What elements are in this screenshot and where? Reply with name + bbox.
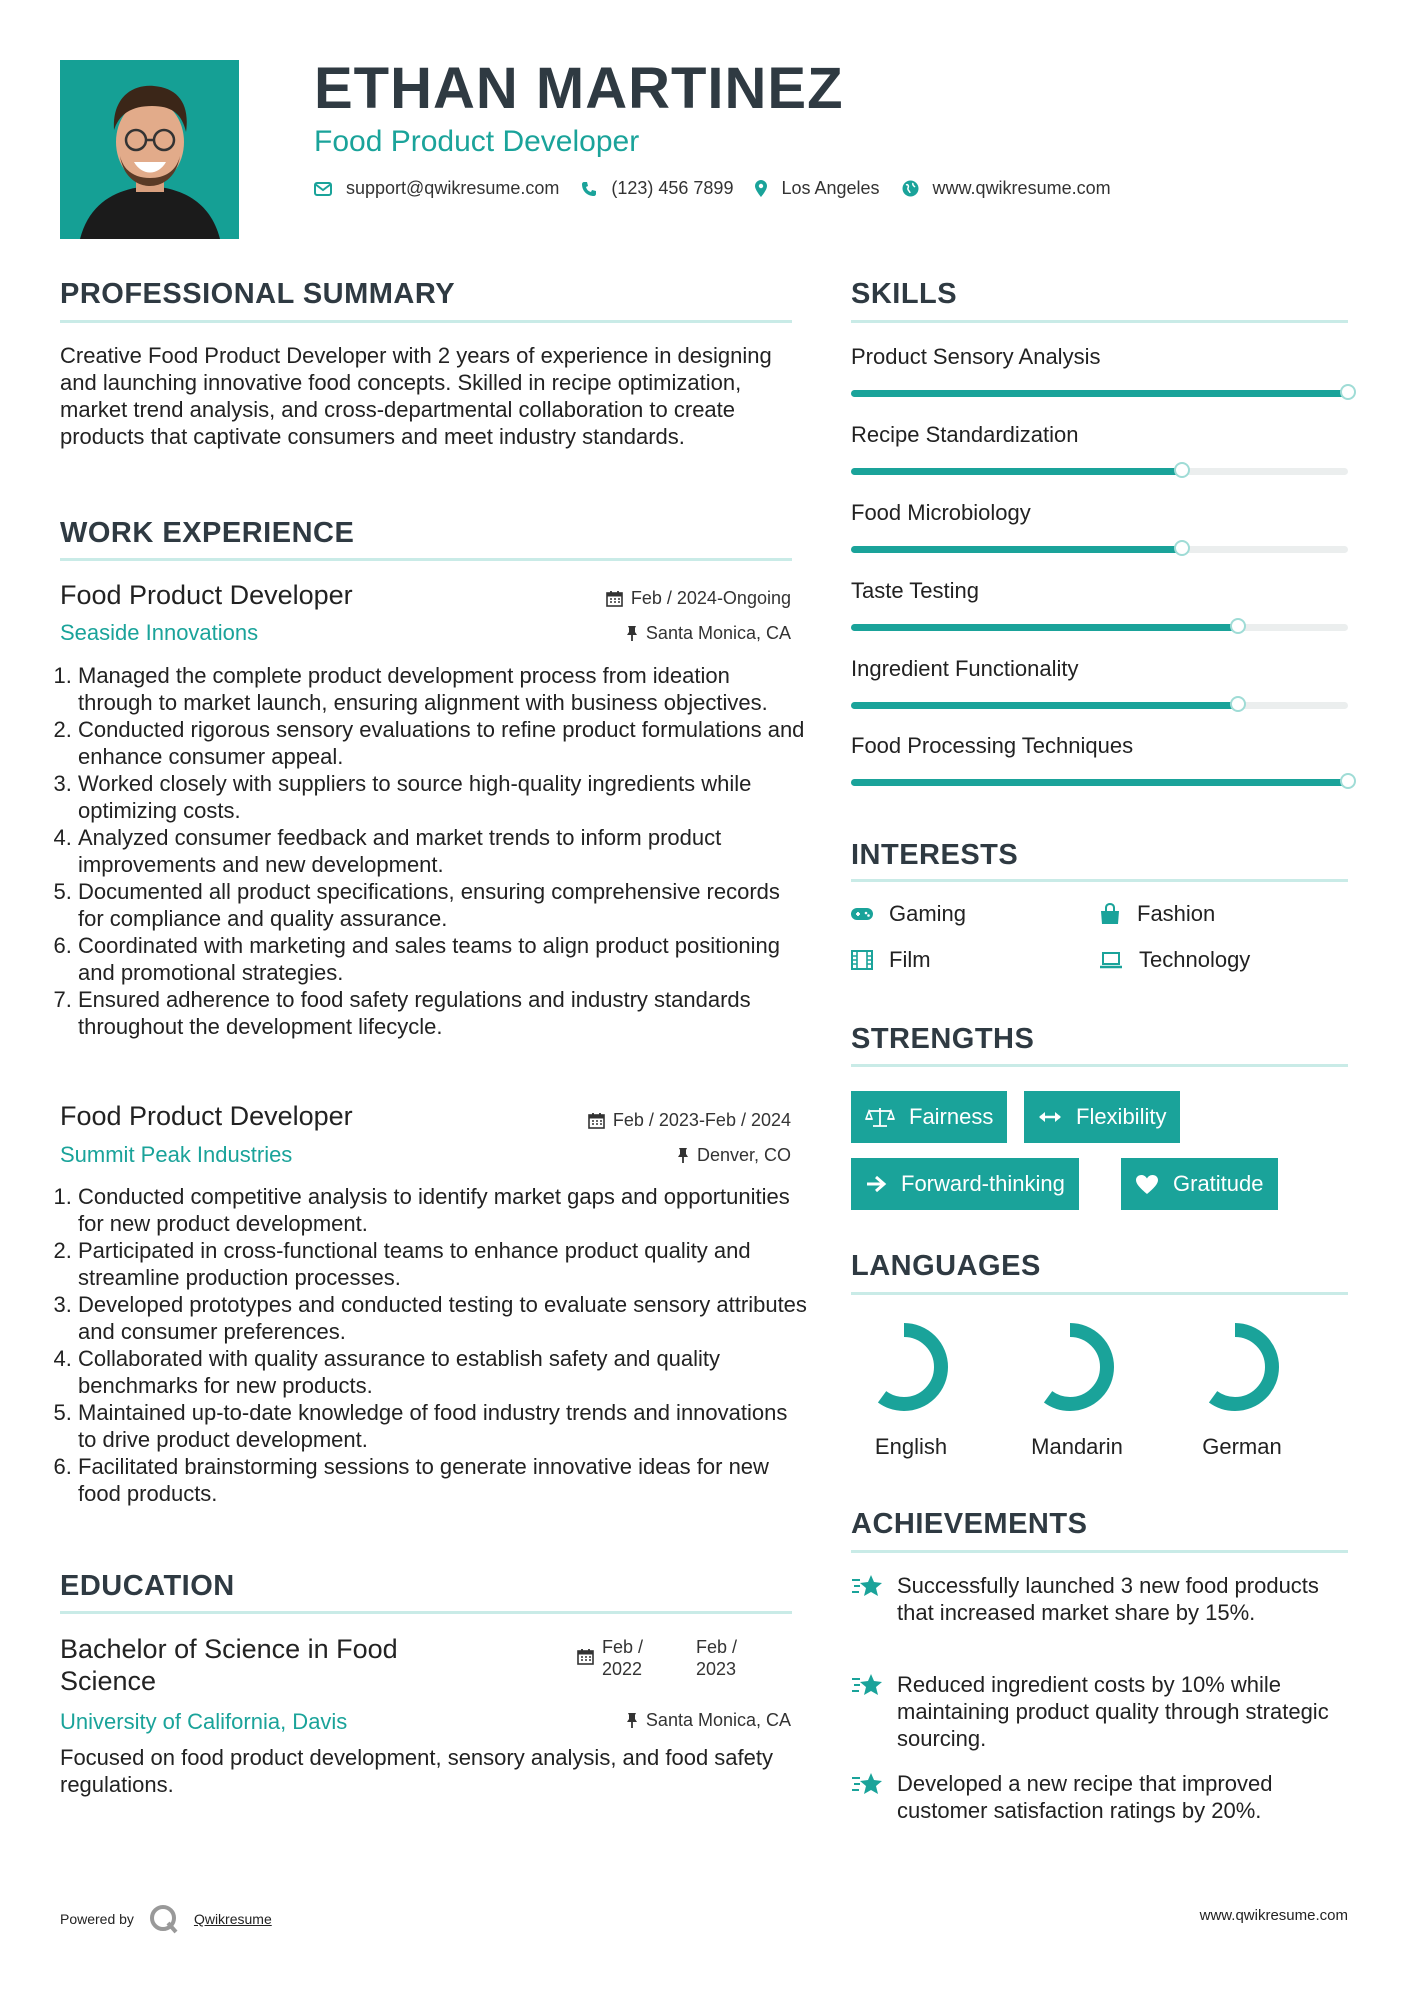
language-german-label: German	[1202, 1434, 1282, 1459]
shopping-bag-icon	[1099, 903, 1121, 925]
heart-icon	[1135, 1174, 1159, 1195]
education-start	[602, 1636, 662, 1680]
strength-forward-thinking-label: Forward-thinking	[901, 1171, 1065, 1196]
skill-5-knob	[1230, 696, 1246, 712]
skill-5-fill	[851, 702, 1238, 709]
job-1-dates-text: Feb / 2024-Ongoing	[630, 588, 791, 608]
skills-divider	[851, 320, 1348, 323]
job-2-location	[677, 1145, 791, 1166]
interest-fashion	[1099, 901, 1215, 927]
degree-title: Bachelor of Science in Food Science	[60, 1634, 398, 1696]
shooting-star-icon	[851, 1772, 883, 1796]
interest-film-label: Film	[889, 947, 931, 972]
summary-text: Creative Food Product Developer with 2 years of experience in designing and launching innovative food concepts. Skilled in recipe optimization, market trend analysis, and cross-departmental collaboration to create products that captivate consumers and meet industry standards.	[60, 343, 772, 449]
skill-6-name: Food Processing Techniques	[851, 733, 1134, 758]
strength-gratitude	[1121, 1158, 1278, 1210]
experience-heading: WORK EXPERIENCE	[60, 517, 355, 549]
laptop-icon	[1099, 951, 1123, 969]
job-1-location	[626, 623, 791, 644]
summary-heading: PROFESSIONAL SUMMARY	[60, 278, 456, 310]
strength-forward-thinking	[851, 1158, 1079, 1210]
job-2-dates-text: Feb / 2023-Feb / 2024	[612, 1110, 791, 1130]
skill-5-bar	[851, 702, 1348, 709]
achievement-3	[851, 1770, 1348, 1824]
interests-heading: INTERESTS	[851, 839, 1019, 871]
list-item: 2. Participated in cross-functional teams to enhance product quality and streamline production processes.	[78, 1237, 810, 1291]
summary-divider	[60, 320, 792, 323]
email-text: support@qwikresume.com	[346, 178, 560, 198]
list-item: 4. Collaborated with quality assurance to establish safety and quality benchmarks for new products.	[78, 1345, 810, 1399]
arrows-horizontal-icon	[1038, 1110, 1062, 1124]
list-item: 1. Conducted competitive analysis to identify market gaps and opportunities for new product development.	[78, 1183, 810, 1237]
language-english	[851, 1317, 971, 1460]
achievement-2-text: Reduced ingredient costs by 10% while maintaining product quality through strategic sourcing.	[897, 1672, 1329, 1751]
skill-3-knob	[1174, 540, 1190, 556]
language-mandarin	[1017, 1317, 1137, 1460]
list-item: 1. Managed the complete product development process from ideation through to market launch, ensuring alignment with business objectives.	[78, 662, 810, 716]
pushpin-icon	[626, 625, 638, 642]
language-mandarin-ring	[1017, 1317, 1137, 1417]
languages-heading: LANGUAGES	[851, 1250, 1041, 1282]
achievement-1-text: Successfully launched 3 new food products that increased market share by 15%.	[897, 1573, 1319, 1625]
education-end	[696, 1636, 737, 1680]
skill-3-name: Food Microbiology	[851, 500, 1031, 525]
achievements-divider	[851, 1550, 1348, 1553]
contact-email[interactable]	[314, 178, 559, 199]
language-mandarin-label: Mandarin	[1031, 1434, 1123, 1459]
education-start-year: 2022	[602, 1659, 643, 1679]
language-german	[1182, 1317, 1302, 1460]
job-2-dates	[588, 1110, 791, 1131]
skill-1-name: Product Sensory Analysis	[851, 344, 1101, 369]
interest-gaming-label: Gaming	[889, 901, 967, 926]
language-english-label: English	[874, 1434, 948, 1459]
language-mandarin-arc	[1033, 1330, 1107, 1404]
skill-3-bar	[851, 546, 1348, 553]
list-item: 7. Ensured adherence to food safety regulations and industry standards throughout the development lifecycle.	[78, 986, 810, 1040]
footer-website[interactable]: www.qwikresume.com	[1199, 1907, 1348, 1924]
list-item: 3. Developed prototypes and conducted testing to evaluate sensory attributes and consumer preferences.	[78, 1291, 810, 1345]
skill-6-fill	[851, 779, 1348, 786]
shooting-star-icon	[851, 1574, 883, 1598]
calendar-icon	[606, 590, 623, 607]
language-english-ring	[851, 1317, 971, 1417]
achievement-1	[851, 1572, 1348, 1626]
skill-1-bar	[851, 390, 1348, 397]
skill-4-bar	[851, 624, 1348, 631]
strength-fairness	[851, 1091, 1007, 1143]
job-2-responsibilities	[60, 1183, 810, 1507]
shooting-star-icon	[851, 1673, 883, 1697]
qwikresume-logo-icon	[148, 1903, 180, 1935]
language-german-arc	[1198, 1330, 1272, 1404]
phone-text: (123) 456 7899	[611, 178, 734, 198]
list-item: 5. Documented all product specifications, ensuring comprehensive records for compliance and quality assurance.	[78, 878, 810, 932]
skills-heading: SKILLS	[851, 278, 958, 310]
job-1-responsibilities	[60, 662, 810, 1040]
strengths-heading: STRENGTHS	[851, 1023, 1035, 1055]
brand-link[interactable]: Qwikresume	[193, 1911, 272, 1927]
strength-flexibility-label: Flexibility	[1076, 1104, 1167, 1129]
list-item: 6. Coordinated with marketing and sales teams to align product positioning and promotional strategies.	[78, 932, 810, 986]
strength-gratitude-label: Gratitude	[1173, 1171, 1264, 1196]
skill-2-bar	[851, 468, 1348, 475]
education-end-month: Feb /	[696, 1637, 738, 1657]
list-item: 5. Maintained up-to-date knowledge of food industry trends and innovations to drive product development.	[78, 1399, 810, 1453]
language-english-arc	[867, 1330, 941, 1404]
powered-by-label: Powered by	[60, 1911, 134, 1927]
skill-3-fill	[851, 546, 1182, 553]
skill-2-name: Recipe Standardization	[851, 422, 1079, 447]
skill-6-bar	[851, 779, 1348, 786]
location-text: Los Angeles	[781, 178, 880, 198]
interest-gaming	[851, 901, 966, 927]
envelope-icon	[314, 182, 332, 196]
education-heading: EDUCATION	[60, 1570, 235, 1602]
languages-divider	[851, 1292, 1348, 1295]
contact-phone[interactable]	[581, 178, 733, 199]
education-end-year: 2023	[696, 1659, 737, 1679]
globe-icon	[902, 180, 919, 197]
interest-technology	[1099, 947, 1250, 973]
person-portrait-icon	[60, 60, 239, 239]
achievement-2	[851, 1671, 1348, 1752]
list-item: 6. Facilitated brainstorming sessions to generate innovative ideas for new food products.	[78, 1453, 810, 1507]
education-location-text: Santa Monica, CA	[645, 1710, 791, 1730]
footer-powered-by	[60, 1903, 272, 1935]
gamepad-icon	[851, 907, 873, 921]
job-1-location-text: Santa Monica, CA	[645, 623, 791, 643]
phone-icon	[581, 181, 597, 197]
interest-technology-label: Technology	[1139, 947, 1251, 972]
candidate-name: ETHAN MARTINEZ	[314, 56, 844, 121]
strengths-divider	[851, 1064, 1348, 1067]
job-2-title: Food Product Developer	[60, 1101, 353, 1131]
education-divider	[60, 1611, 792, 1614]
achievement-3-text: Developed a new recipe that improved customer satisfaction ratings by 20%.	[897, 1771, 1273, 1823]
skill-2-fill	[851, 468, 1182, 475]
skill-4-knob	[1230, 618, 1246, 634]
calendar-icon	[577, 1648, 594, 1665]
job-1-title: Food Product Developer	[60, 580, 353, 610]
pushpin-icon	[626, 1712, 638, 1729]
education-description: Focused on food product development, sensory analysis, and food safety regulations.	[60, 1745, 773, 1797]
interests-divider	[851, 879, 1348, 882]
list-item: 4. Analyzed consumer feedback and market trends to inform product improvements and new development.	[78, 824, 810, 878]
contact-bar	[314, 178, 1133, 199]
interest-film	[851, 947, 931, 973]
school-name: University of California, Davis	[60, 1709, 348, 1734]
contact-location	[755, 178, 879, 199]
skill-4-name: Taste Testing	[851, 578, 980, 603]
skill-5-name: Ingredient Functionality	[851, 656, 1079, 681]
website-text: www.qwikresume.com	[932, 178, 1111, 198]
film-icon	[851, 950, 873, 970]
map-pin-icon	[755, 180, 767, 197]
language-german-ring	[1182, 1317, 1302, 1417]
job-1-dates	[606, 588, 791, 609]
skill-1-fill	[851, 390, 1348, 397]
skill-6-knob	[1340, 773, 1356, 789]
interest-fashion-label: Fashion	[1137, 901, 1216, 926]
education-location	[626, 1710, 791, 1731]
job-2-company: Summit Peak Industries	[60, 1142, 293, 1167]
skill-2-knob	[1174, 462, 1190, 478]
list-item: 2. Conducted rigorous sensory evaluations to refine product formulations and enhance consumer appeal.	[78, 716, 810, 770]
skill-1-knob	[1340, 384, 1356, 400]
candidate-title: Food Product Developer	[314, 125, 640, 158]
skill-4-fill	[851, 624, 1238, 631]
job-1-company: Seaside Innovations	[60, 620, 259, 645]
pushpin-icon	[677, 1147, 689, 1164]
strength-flexibility	[1024, 1091, 1180, 1143]
contact-website[interactable]	[902, 178, 1111, 199]
strength-fairness-label: Fairness	[909, 1104, 994, 1129]
education-dates	[577, 1636, 737, 1680]
job-2-location-text: Denver, CO	[696, 1145, 791, 1165]
scale-icon	[865, 1106, 895, 1128]
list-item: 3. Worked closely with suppliers to source high-quality ingredients while optimizing costs.	[78, 770, 810, 824]
profile-photo	[60, 60, 239, 239]
experience-divider	[60, 558, 792, 561]
arrow-right-icon	[865, 1175, 887, 1193]
achievements-heading: ACHIEVEMENTS	[851, 1508, 1088, 1540]
calendar-icon	[588, 1112, 605, 1129]
education-start-month: Feb /	[602, 1637, 644, 1657]
